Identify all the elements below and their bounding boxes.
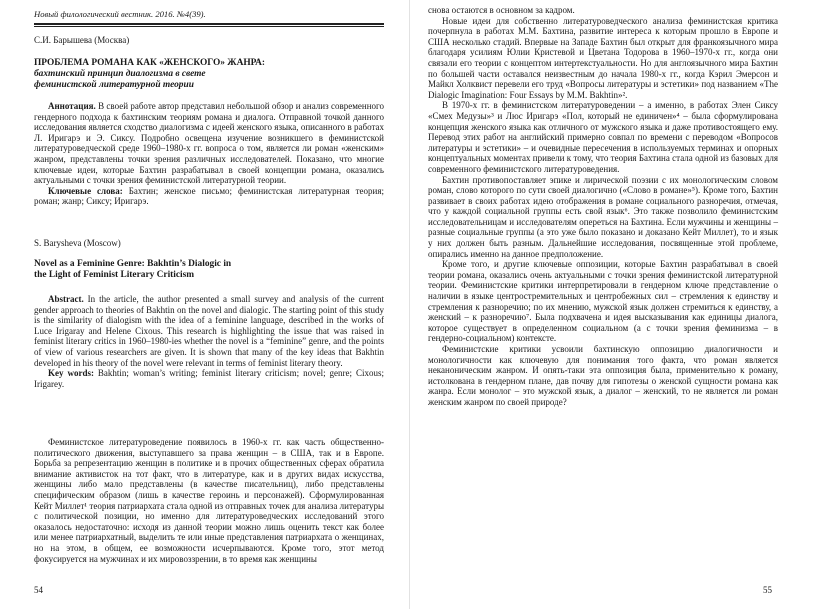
keywords-en: Bakhtin; woman’s writing; feminist literary criticism; novel; genre; Cixous; Irigarey. <box>34 368 384 389</box>
paragraph-1: Новые идеи для собственно литературоведческого анализа феминистская критика почерпнула в работах М.М. Бахтина, развитие интереса к которым прошло в Европе и США несколько стадий. Впервые на Западе Бахтин был открыт для франкоязычного мира благодаря усилиям Юлии Кристевой и Цветана Тодорова в 1960–1970-х гг., когда они связали его теории с концептом интертекстуальности. Но для англоязычного мира Бахтин по большей части оставался неизвестным до начала 1980-х гг., когда Кэрил Эмерсон и Майкл Холквист перевели его труд «Вопросы литературы и эстетики» под названием «The Dialogic Imagination: Four Essays by M.M. Bakhtin»². <box>428 15 778 100</box>
author-en: S. Barysheva (Moscow) <box>34 238 121 248</box>
body-text-right <box>428 5 778 408</box>
subtitle-ru-2: феминистской литературной теории <box>34 80 194 90</box>
page-number-left: 54 <box>34 585 43 595</box>
annotation-label: Аннотация. <box>48 101 96 111</box>
abstract-label: Abstract. <box>48 294 84 304</box>
article-title-en <box>34 259 384 281</box>
article-title-ru <box>34 58 384 91</box>
paragraph-5: Феминистские критики усвоили бахтинскую оппозицию диалогичности и монологичности как ключевую для понимания того факта, что роман является неканоническим жанром. И опять-таки эта оппозиция была, применительно к роману, истолкована в гендерном плане, дав почву для гипотезы о женской сущности романа как жанра. Если монолог – это мужской язык, а диалог – женский, то не является ли роман женским жанром по своей природе? <box>428 344 778 407</box>
paragraph-2: В 1970-х гг. в феминистском литературоведении – а именно, в работах Элен Сиксу «Смех Медузы»³ и Люс Иригарэ «Пол, который не единичен»⁴ – была сформулирована концепция женского языка как отличного от мужского языка и даже противостоящего ему. Перевод этих работ на английский примерно совпал по времени с переводом «Вопросов литературы и эстетики» – и очевидные пересечения в используемых терминах и опорных концептуальных моментах привели к тому, что теория Бахтина стала одной из базовых для современного феминистского литературоведения. <box>428 100 778 174</box>
abstract-text: In the article, the author presented a small survey and analysis of the current gender approach to theories of Bakhtin on the novel and dialogic. The starting point of this study is the similarity of dialogism with the idea of a feminine language, described in the works of Luce Irigaray and Helene Cixous. This research is highlighting the issue that was raised in feminist literary critics in 1960–1980-ies whether the novel is a “feminine” genre, and the points of view of various researchers are given. It is shown that many of the key ideas that Bakhtin developed in his theory of the novel were relevant in terms of feminist literary theory. <box>34 294 384 368</box>
title-en-2: the Light of Feminist Literary Criticism <box>34 270 195 280</box>
keywords-ru-label: Ключевые слова: <box>48 185 123 196</box>
author-ru: С.И. Барышева (Москва) <box>34 35 130 45</box>
body-paragraph: Феминистское литературоведение появилось в 1960-х гг. как часть общественно-политического движения, выступавшего за права женщин – в США, так и в Европе. Борьба за репрезентацию женщин в политике и в прочих общественных сферах обратила внимание активисток на тот факт, что в литературе, как и в других видах искусства, женщины либо мало представлены (в качестве писательниц), либо представлены специфическим образом (лишь в качестве героинь и персонажей). Сформулированная Кейт Миллет¹ теория патриархата стала одной из отправных точек для анализа литературы с политической позиции, но именно для литературоведческих исследований этого оказалось недостаточно: исходя из данной теории можно лишь оценить текст как более или менее патриархатный, выделить те или иные представления патриархата о женщинах, но на этом, в общем, ее возможности исчерпываются. Кроме того, этот метод фокусируется на мужчинах и их мировоззрении, в то время как женщины <box>34 437 384 564</box>
right-page <box>410 0 820 609</box>
paragraph-0: снова остаются в основном за кадром. <box>428 5 575 15</box>
annotation-ru <box>34 101 384 207</box>
paragraph-4: Кроме того, и другие ключевые оппозиции, которые Бахтин разрабатывал в своей теории романа, оказались очень актуальными с точки зрения феминистской литературной теории. Феминистские критики интерпретировали в гендерном ключе представление о наличии в языке центростремительных и центробежных сил – стремления к единству и стремления к разноречию; по их мнению, мужской язык должен стремиться к единству, а женский – к разноречию⁷. Была подхвачена и идея высказывания как единицы диалога, которое существует в определенном социальном (а с точки зрения феминизма – в гендерно-социальном) контексте. <box>428 259 778 344</box>
paragraph-3: Бахтин противопоставляет эпике и лирической поэзии с их монологическим словом роман, слово которого по сути своей диалогично («Слово в романе»⁵). Кроме того, Бахтин развивает в своих работах идею отображения в романе социального разноречия, отмечая, что у каждой социальной группы есть свой язык⁶. Это также позволило феминистским исследовательницам и исследователям опереться на Бахтина. Если мужчины и женщины – разные социальные группы (а это уже было показано и доказано Кейт Миллет), то и язык у них должен быть разным. Дальнейшие исследования, посвященные этой проблеме, опирались именно на данное предположение. <box>428 174 778 259</box>
page-number-right: 55 <box>763 585 772 595</box>
subtitle-ru-1: бахтинский принцип диалогизма в свете <box>34 69 206 79</box>
keywords-en-label: Key words: <box>48 368 94 379</box>
abstract-en <box>34 294 384 389</box>
title-ru: ПРОБЛЕМА РОМАНА КАК «ЖЕНСКОГО» ЖАНРА: <box>34 58 266 68</box>
header-rule <box>34 23 384 25</box>
keywords-ru: Бахтин; женское письмо; феминистская литературная теория; роман; жанр; Сиксу; Иригарэ. <box>34 185 384 207</box>
header-rule-thin <box>34 26 384 27</box>
title-en-1: Novel as a Feminine Genre: Bakhtin’s Dialogic in <box>34 259 232 269</box>
journal-header: Новый филологический вестник. 2016. №4(39). <box>34 9 206 19</box>
body-text-left <box>34 437 384 564</box>
annotation-text: В своей работе автор представил небольшой обзор и анализ современного гендерного подхода к бахтинским теориям романа и диалога. Отправной точкой данного исследования является сходство диалогизма с идеей женского языка, описанного в работах Л. Иригарэ и Э. Сиксу. Подробно освещена изучение возникшего в феминистской литературоведческой среде 1960–1980-х гг. вопроса о том, является ли роман «женским» жанром, представлены точки зрения различных исследователей. Показано, что многие ключевые идеи, которые Бахтин разрабатывал в своей концепции романа, оказались актуальными с точки зрения феминистской литературной теории. <box>34 101 384 186</box>
